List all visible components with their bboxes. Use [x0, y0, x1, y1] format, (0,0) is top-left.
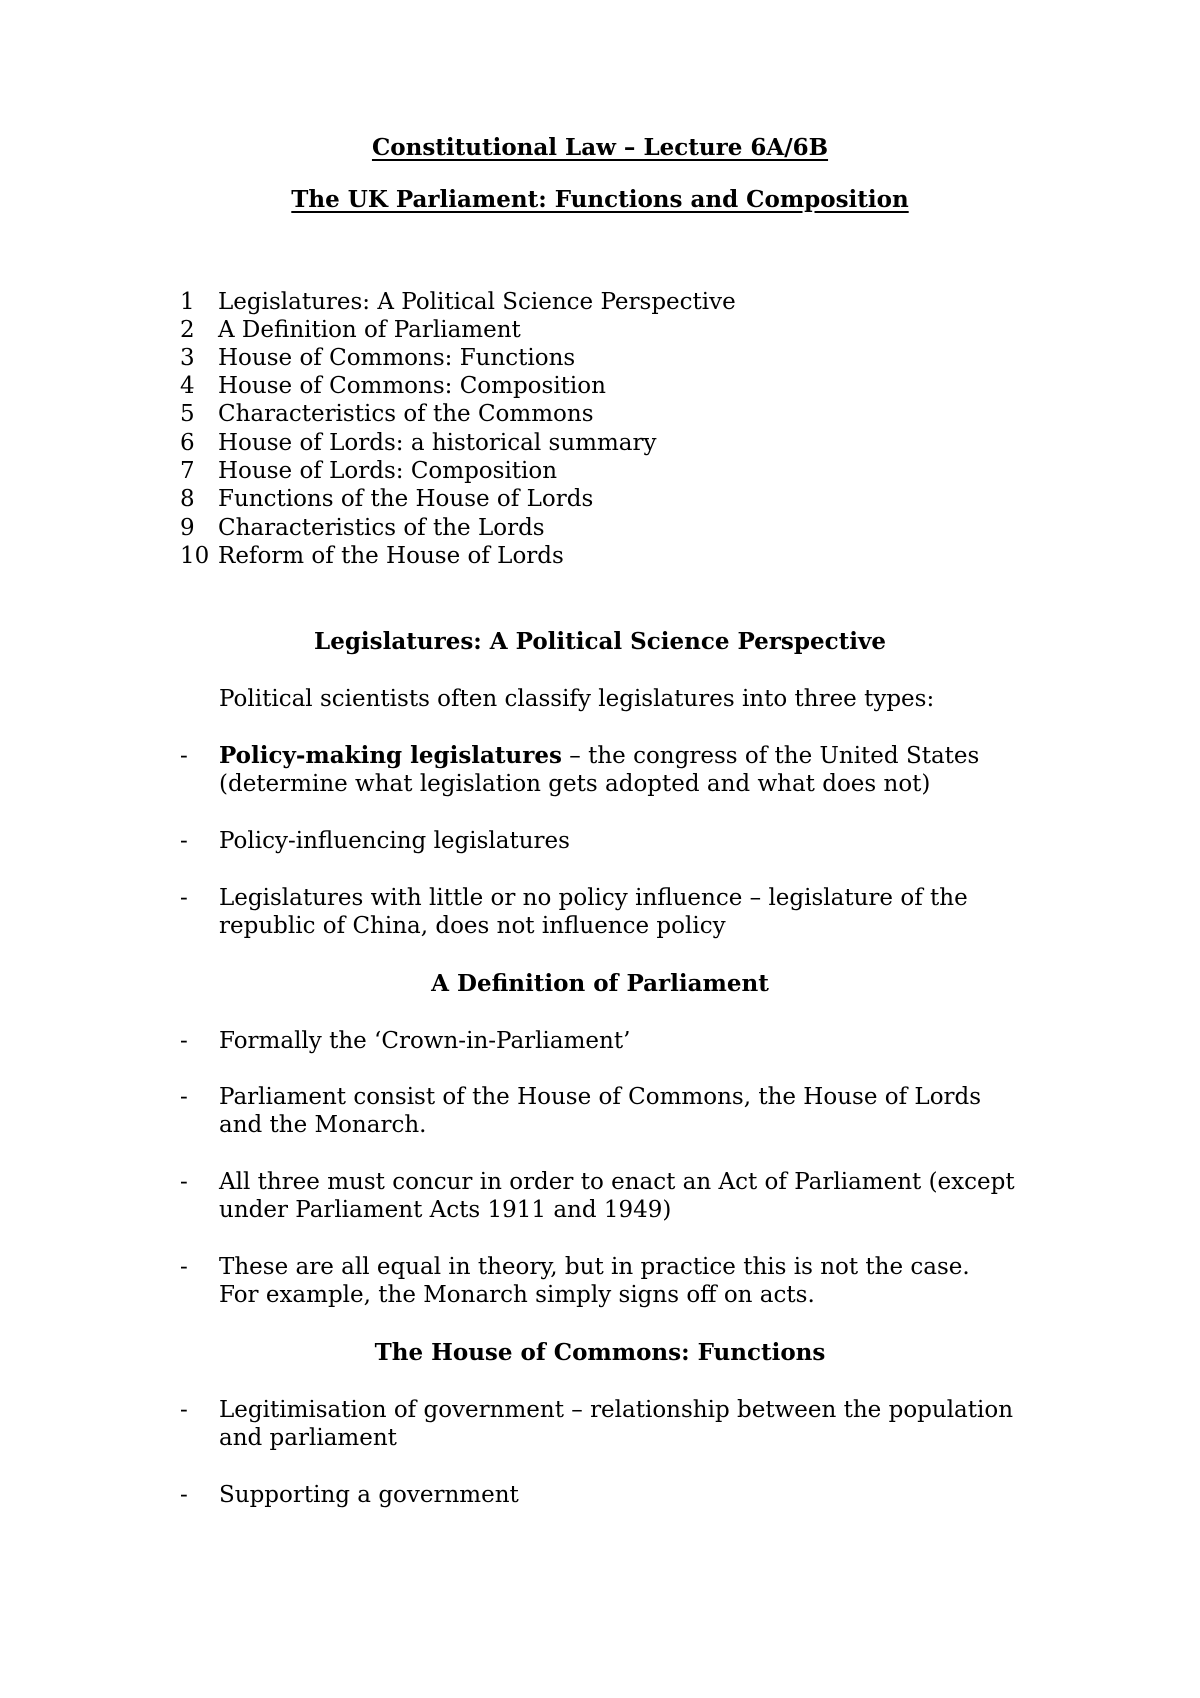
toc-item — [180, 288, 736, 316]
section-heading-commons-functions: The House of Commons: Functions — [374, 1339, 826, 1366]
toc-item-number: 5 — [180, 401, 195, 427]
toc-item — [180, 400, 594, 428]
section-heading-definition: A Definition of Parliament — [431, 970, 769, 997]
toc-item-number: 9 — [180, 515, 195, 541]
section-heading-legislatures: Legislatures: A Political Science Perspective — [314, 628, 886, 655]
toc-item-number: 6 — [180, 430, 195, 456]
toc-item-number: 1 — [180, 289, 195, 315]
toc-item-number: 10 — [180, 543, 210, 569]
bullet-text: Supporting a government — [219, 1482, 519, 1508]
toc-item-number: 4 — [180, 373, 195, 399]
toc-item-label: Reform of the House of Lords — [218, 543, 564, 569]
bullet-text — [219, 742, 1079, 798]
toc-item — [180, 372, 606, 400]
bullet-marker: - — [180, 1482, 188, 1508]
bullet-text: Parliament consist of the House of Commons, the House of Lords and the Monarch. — [219, 1084, 982, 1138]
bullet-text: Policy-influencing legislatures — [219, 828, 570, 854]
toc-item-label: Characteristics of the Commons — [218, 401, 594, 427]
bullet-marker: - — [180, 743, 188, 769]
toc-item — [180, 344, 575, 372]
bullet-marker: - — [180, 885, 188, 911]
toc-item — [180, 485, 593, 513]
toc-item-label: Characteristics of the Lords — [218, 515, 545, 541]
document-subtitle-text: The UK Parliament: Functions and Composition — [291, 186, 909, 213]
toc-item — [180, 429, 656, 457]
toc-item-label: House of Commons: Composition — [218, 373, 606, 399]
document-subtitle — [0, 186, 1200, 214]
bullet-text: All three must concur in order to enact an Act of Parliament (except under Parliament Acts 1911 and 1949) — [219, 1169, 1015, 1223]
toc-item-label: Legislatures: A Political Science Perspective — [218, 289, 736, 315]
toc-item — [180, 316, 521, 344]
bullet-text: These are all equal in theory, but in practice this is not the case. For example, the Monarch simply signs off on acts. — [219, 1254, 970, 1308]
bullet-text: Legitimisation of government – relationship between the population and parliament — [219, 1397, 1014, 1451]
bullet-text: Formally the ‘Crown-in-Parliament’ — [219, 1028, 631, 1054]
legislatures-intro: Political scientists often classify legislatures into three types: — [219, 686, 935, 712]
bullet-marker: - — [180, 1397, 188, 1423]
bullet-body: – the congress of the United States (determine what legislation gets adopted and what does not) — [219, 743, 980, 797]
bullet-marker: - — [180, 1169, 188, 1195]
toc-item-label: House of Lords: Composition — [218, 458, 558, 484]
toc-item-label: House of Commons: Functions — [218, 345, 576, 371]
toc-item-number: 8 — [180, 486, 195, 512]
document-title-text: Constitutional Law – Lecture 6A/6B — [371, 134, 829, 161]
toc-item — [180, 542, 564, 570]
bullet-text: Legislatures with little or no policy influence – legislature of the republic of China, does not influence policy — [219, 885, 968, 939]
bullet-bold-term: Policy-making legislatures — [219, 742, 562, 769]
bullet-marker: - — [180, 1028, 188, 1054]
toc-item-label: Functions of the House of Lords — [218, 486, 594, 512]
toc-item-number: 3 — [180, 345, 195, 371]
bullet-marker: - — [180, 1254, 188, 1280]
document-title — [0, 134, 1200, 162]
toc-item-number: 7 — [180, 458, 195, 484]
toc-item — [180, 514, 545, 542]
toc-item-label: House of Lords: a historical summary — [218, 430, 657, 456]
toc-item-label: A Definition of Parliament — [218, 317, 521, 343]
toc-item-number: 2 — [180, 317, 195, 343]
bullet-marker: - — [180, 1084, 188, 1110]
toc-item — [180, 457, 557, 485]
bullet-marker: - — [180, 828, 188, 854]
